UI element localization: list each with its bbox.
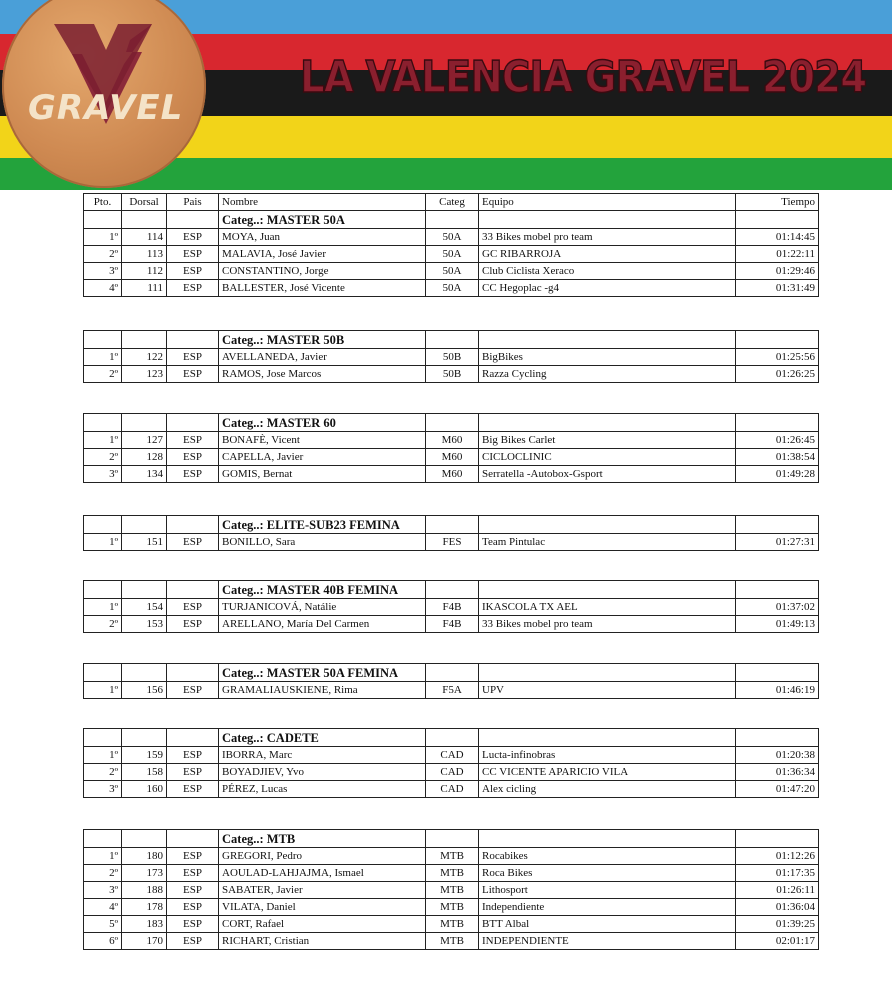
cell-categ: 50A: [426, 280, 479, 297]
cell-pais: ESP: [167, 933, 219, 950]
cell-tiempo: 01:38:54: [736, 449, 819, 466]
empty-cell: [84, 414, 122, 432]
empty-cell: [479, 830, 736, 848]
cell-categ: F5A: [426, 682, 479, 699]
cell-equipo: INDEPENDIENTE: [479, 933, 736, 950]
cell-tiempo: 01:31:49: [736, 280, 819, 297]
table-row: [84, 899, 819, 916]
category-title: Categ..: ELITE-SUB23 FEMINA: [219, 516, 426, 534]
cell-equipo: Team Pintulac: [479, 534, 736, 551]
cell-dorsal: 159: [122, 747, 167, 764]
cell-tiempo: 01:22:11: [736, 246, 819, 263]
cell-equipo: Serratella -Autobox-Gsport: [479, 466, 736, 483]
cell-pais: ESP: [167, 449, 219, 466]
cell-tiempo: 02:01:17: [736, 933, 819, 950]
results-table: [83, 193, 819, 297]
category-title: Categ..: MASTER 50A FEMINA: [219, 664, 426, 682]
cell-categ: 50B: [426, 366, 479, 383]
cell-dorsal: 113: [122, 246, 167, 263]
table-row: [84, 229, 819, 246]
cell-nombre: VILATA, Daniel: [219, 899, 426, 916]
cell-pais: ESP: [167, 366, 219, 383]
empty-cell: [426, 211, 479, 229]
cell-categ: MTB: [426, 933, 479, 950]
cell-dorsal: 173: [122, 865, 167, 882]
cell-tiempo: 01:26:11: [736, 882, 819, 899]
column-header-pais: Pais: [167, 194, 219, 211]
empty-cell: [167, 664, 219, 682]
cell-tiempo: 01:49:28: [736, 466, 819, 483]
cell-nombre: MALAVIA, José Javier: [219, 246, 426, 263]
cell-pais: ESP: [167, 229, 219, 246]
cell-equipo: GC RIBARROJA: [479, 246, 736, 263]
empty-cell: [84, 830, 122, 848]
empty-cell: [736, 414, 819, 432]
empty-cell: [479, 331, 736, 349]
empty-cell: [736, 516, 819, 534]
cell-nombre: TURJANICOVÁ, Natálie: [219, 599, 426, 616]
category-header-row: [84, 664, 819, 682]
empty-cell: [736, 581, 819, 599]
empty-cell: [736, 830, 819, 848]
cell-dorsal: 178: [122, 899, 167, 916]
empty-cell: [167, 830, 219, 848]
cell-tiempo: 01:39:25: [736, 916, 819, 933]
table-row: [84, 882, 819, 899]
empty-cell: [167, 729, 219, 747]
logo-text: GRAVEL: [28, 88, 184, 128]
table-row: [84, 449, 819, 466]
empty-cell: [122, 581, 167, 599]
cell-tiempo: 01:20:38: [736, 747, 819, 764]
cell-categ: FES: [426, 534, 479, 551]
cell-pais: ESP: [167, 466, 219, 483]
cell-pais: ESP: [167, 747, 219, 764]
cell-nombre: RAMOS, Jose Marcos: [219, 366, 426, 383]
cell-categ: M60: [426, 449, 479, 466]
cell-pais: ESP: [167, 848, 219, 865]
cell-nombre: GOMIS, Bernat: [219, 466, 426, 483]
table-row: [84, 366, 819, 383]
gravel-logo: [2, 0, 206, 188]
category-header-row: [84, 830, 819, 848]
cell-pto: 2º: [84, 449, 122, 466]
column-header-equipo: Equipo: [479, 194, 736, 211]
table-row: [84, 848, 819, 865]
cell-dorsal: 154: [122, 599, 167, 616]
cell-dorsal: 153: [122, 616, 167, 633]
category-title: Categ..: MTB: [219, 830, 426, 848]
cell-nombre: SABATER, Javier: [219, 882, 426, 899]
cell-equipo: Club Ciclista Xeraco: [479, 263, 736, 280]
cell-pto: 1º: [84, 848, 122, 865]
cell-equipo: Roca Bikes: [479, 865, 736, 882]
cell-dorsal: 151: [122, 534, 167, 551]
cell-dorsal: 188: [122, 882, 167, 899]
empty-cell: [167, 414, 219, 432]
cell-pais: ESP: [167, 865, 219, 882]
results-table: [83, 663, 819, 699]
cell-pto: 2º: [84, 764, 122, 781]
results-table: [83, 580, 819, 633]
results-table: [83, 515, 819, 551]
cell-tiempo: 01:49:13: [736, 616, 819, 633]
cell-dorsal: 134: [122, 466, 167, 483]
empty-cell: [426, 414, 479, 432]
page-title: LA VALENCIA GRAVEL 2024: [300, 52, 867, 103]
empty-cell: [426, 664, 479, 682]
category-title: Categ..: MASTER 50B: [219, 331, 426, 349]
empty-cell: [426, 331, 479, 349]
cell-dorsal: 170: [122, 933, 167, 950]
cell-pais: ESP: [167, 682, 219, 699]
cell-equipo: 33 Bikes mobel pro team: [479, 229, 736, 246]
category-header-row: [84, 729, 819, 747]
category-title: Categ..: MASTER 60: [219, 414, 426, 432]
cell-categ: F4B: [426, 599, 479, 616]
column-header-dorsal: Dorsal: [122, 194, 167, 211]
empty-cell: [122, 331, 167, 349]
cell-tiempo: 01:26:45: [736, 432, 819, 449]
table-row: [84, 432, 819, 449]
cell-equipo: Independiente: [479, 899, 736, 916]
cell-equipo: Lucta-infinobras: [479, 747, 736, 764]
cell-pto: 2º: [84, 865, 122, 882]
cell-categ: 50A: [426, 246, 479, 263]
cell-dorsal: 160: [122, 781, 167, 798]
cell-tiempo: 01:25:56: [736, 349, 819, 366]
table-row: [84, 916, 819, 933]
cell-tiempo: 01:26:25: [736, 366, 819, 383]
results-table: [83, 829, 819, 950]
cell-pto: 2º: [84, 616, 122, 633]
cell-pais: ESP: [167, 280, 219, 297]
empty-cell: [122, 211, 167, 229]
category-header-row: [84, 211, 819, 229]
empty-cell: [736, 331, 819, 349]
empty-cell: [479, 414, 736, 432]
cell-pais: ESP: [167, 882, 219, 899]
empty-cell: [479, 729, 736, 747]
table-row: [84, 865, 819, 882]
cell-dorsal: 128: [122, 449, 167, 466]
category-title: Categ..: MASTER 50A: [219, 211, 426, 229]
category-title: Categ..: MASTER 40B FEMINA: [219, 581, 426, 599]
cell-pto: 5º: [84, 916, 122, 933]
category-header-row: [84, 414, 819, 432]
category-header-row: [84, 516, 819, 534]
column-header-pto: Pto.: [84, 194, 122, 211]
cell-nombre: BONILLO, Sara: [219, 534, 426, 551]
cell-pais: ESP: [167, 616, 219, 633]
cell-dorsal: 180: [122, 848, 167, 865]
cell-dorsal: 112: [122, 263, 167, 280]
table-row: [84, 534, 819, 551]
cell-nombre: AVELLANEDA, Javier: [219, 349, 426, 366]
cell-dorsal: 123: [122, 366, 167, 383]
empty-cell: [84, 729, 122, 747]
table-row: [84, 781, 819, 798]
cell-tiempo: 01:27:31: [736, 534, 819, 551]
cell-dorsal: 114: [122, 229, 167, 246]
cell-nombre: PÉREZ, Lucas: [219, 781, 426, 798]
empty-cell: [426, 581, 479, 599]
cell-equipo: CC VICENTE APARICIO VILA: [479, 764, 736, 781]
cell-categ: CAD: [426, 747, 479, 764]
cell-nombre: BONAFÈ, Vicent: [219, 432, 426, 449]
table-row: [84, 682, 819, 699]
cell-pto: 4º: [84, 280, 122, 297]
cell-equipo: Rocabikes: [479, 848, 736, 865]
cell-equipo: Razza Cycling: [479, 366, 736, 383]
cell-pto: 3º: [84, 466, 122, 483]
cell-pais: ESP: [167, 349, 219, 366]
empty-cell: [479, 664, 736, 682]
cell-equipo: IKASCOLA TX AEL: [479, 599, 736, 616]
cell-pto: 2º: [84, 246, 122, 263]
empty-cell: [122, 664, 167, 682]
empty-cell: [736, 664, 819, 682]
cell-equipo: BigBikes: [479, 349, 736, 366]
empty-cell: [122, 516, 167, 534]
table-row: [84, 747, 819, 764]
empty-cell: [84, 331, 122, 349]
cell-categ: F4B: [426, 616, 479, 633]
empty-cell: [426, 729, 479, 747]
empty-cell: [84, 581, 122, 599]
cell-dorsal: 111: [122, 280, 167, 297]
cell-nombre: BOYADJIEV, Yvo: [219, 764, 426, 781]
cell-nombre: GREGORI, Pedro: [219, 848, 426, 865]
table-row: [84, 466, 819, 483]
cell-categ: MTB: [426, 865, 479, 882]
cell-categ: 50A: [426, 229, 479, 246]
header-banner: [0, 0, 892, 190]
empty-cell: [84, 664, 122, 682]
cell-pais: ESP: [167, 764, 219, 781]
results-table: [83, 413, 819, 483]
cell-tiempo: 01:29:46: [736, 263, 819, 280]
cell-categ: MTB: [426, 899, 479, 916]
cell-categ: MTB: [426, 848, 479, 865]
cell-pto: 4º: [84, 899, 122, 916]
cell-categ: CAD: [426, 781, 479, 798]
empty-cell: [122, 830, 167, 848]
empty-cell: [167, 516, 219, 534]
cell-pais: ESP: [167, 246, 219, 263]
cell-dorsal: 156: [122, 682, 167, 699]
cell-categ: CAD: [426, 764, 479, 781]
cell-tiempo: 01:46:19: [736, 682, 819, 699]
cell-categ: MTB: [426, 916, 479, 933]
cell-nombre: BALLESTER, José Vicente: [219, 280, 426, 297]
cell-pais: ESP: [167, 916, 219, 933]
empty-cell: [167, 211, 219, 229]
cell-nombre: MOYA, Juan: [219, 229, 426, 246]
cell-pto: 1º: [84, 229, 122, 246]
cell-tiempo: 01:36:34: [736, 764, 819, 781]
table-row: [84, 349, 819, 366]
cell-dorsal: 158: [122, 764, 167, 781]
cell-categ: M60: [426, 432, 479, 449]
cell-pto: 2º: [84, 366, 122, 383]
category-header-row: [84, 581, 819, 599]
cell-dorsal: 127: [122, 432, 167, 449]
cell-equipo: Alex cicling: [479, 781, 736, 798]
empty-cell: [426, 516, 479, 534]
empty-cell: [479, 211, 736, 229]
table-row: [84, 246, 819, 263]
cell-nombre: CAPELLA, Javier: [219, 449, 426, 466]
cell-categ: 50B: [426, 349, 479, 366]
cell-pto: 3º: [84, 882, 122, 899]
cell-pais: ESP: [167, 781, 219, 798]
cell-equipo: CICLOCLINIC: [479, 449, 736, 466]
empty-cell: [736, 211, 819, 229]
cell-nombre: IBORRA, Marc: [219, 747, 426, 764]
cell-dorsal: 122: [122, 349, 167, 366]
empty-cell: [167, 331, 219, 349]
cell-pais: ESP: [167, 263, 219, 280]
cell-equipo: 33 Bikes mobel pro team: [479, 616, 736, 633]
table-row: [84, 599, 819, 616]
cell-pto: 1º: [84, 599, 122, 616]
cell-dorsal: 183: [122, 916, 167, 933]
empty-cell: [122, 414, 167, 432]
cell-nombre: GRAMALIAUSKIENE, Rima: [219, 682, 426, 699]
cell-tiempo: 01:47:20: [736, 781, 819, 798]
cell-categ: MTB: [426, 882, 479, 899]
cell-pais: ESP: [167, 432, 219, 449]
cell-nombre: ARELLANO, María Del Carmen: [219, 616, 426, 633]
results-table: [83, 330, 819, 383]
category-title: Categ..: CADETE: [219, 729, 426, 747]
cell-tiempo: 01:36:04: [736, 899, 819, 916]
empty-cell: [84, 211, 122, 229]
category-header-row: [84, 331, 819, 349]
cell-equipo: Big Bikes Carlet: [479, 432, 736, 449]
cell-categ: 50A: [426, 263, 479, 280]
cell-pais: ESP: [167, 534, 219, 551]
cell-pto: 3º: [84, 781, 122, 798]
empty-cell: [736, 729, 819, 747]
table-row: [84, 263, 819, 280]
cell-nombre: AOULAD-LAHJAJMA, Ismael: [219, 865, 426, 882]
cell-pto: 1º: [84, 682, 122, 699]
cell-tiempo: 01:14:45: [736, 229, 819, 246]
cell-categ: M60: [426, 466, 479, 483]
cell-pais: ESP: [167, 899, 219, 916]
table-row: [84, 616, 819, 633]
cell-tiempo: 01:17:35: [736, 865, 819, 882]
column-header-categ: Categ: [426, 194, 479, 211]
empty-cell: [426, 830, 479, 848]
cell-pto: 1º: [84, 534, 122, 551]
cell-pto: 1º: [84, 432, 122, 449]
cell-pais: ESP: [167, 599, 219, 616]
cell-pto: 6º: [84, 933, 122, 950]
empty-cell: [167, 581, 219, 599]
column-header-tiempo: Tiempo: [736, 194, 819, 211]
cell-pto: 1º: [84, 349, 122, 366]
cell-tiempo: 01:12:26: [736, 848, 819, 865]
cell-equipo: UPV: [479, 682, 736, 699]
column-header-nombre: Nombre: [219, 194, 426, 211]
cell-equipo: CC Hegoplac -g4: [479, 280, 736, 297]
table-row: [84, 764, 819, 781]
column-header-row: [84, 194, 819, 211]
cell-nombre: CORT, Rafael: [219, 916, 426, 933]
cell-equipo: Lithosport: [479, 882, 736, 899]
table-row: [84, 933, 819, 950]
cell-tiempo: 01:37:02: [736, 599, 819, 616]
cell-pto: 3º: [84, 263, 122, 280]
results-table: [83, 728, 819, 798]
cell-equipo: BTT Albal: [479, 916, 736, 933]
cell-nombre: RICHART, Cristian: [219, 933, 426, 950]
table-row: [84, 280, 819, 297]
empty-cell: [122, 729, 167, 747]
cell-pto: 1º: [84, 747, 122, 764]
empty-cell: [479, 581, 736, 599]
empty-cell: [84, 516, 122, 534]
empty-cell: [479, 516, 736, 534]
cell-nombre: CONSTANTINO, Jorge: [219, 263, 426, 280]
